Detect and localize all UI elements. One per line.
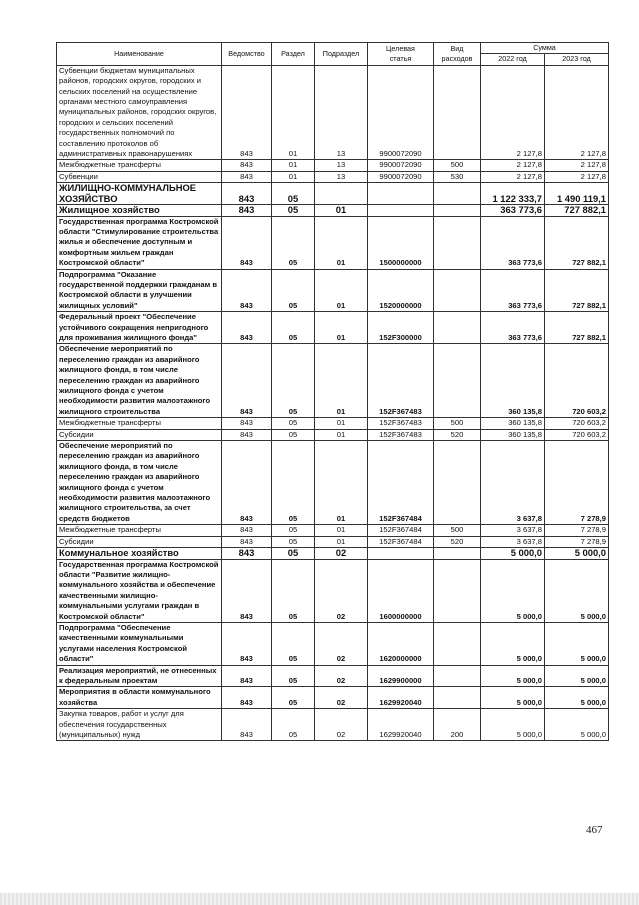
cell-sum-2022: 5 000,0	[481, 709, 545, 741]
table-row	[57, 622, 609, 665]
cell-department: 843	[222, 65, 272, 160]
cell-sum-2022: 3 637,8	[481, 441, 545, 525]
header-type-line2: расходов	[441, 53, 473, 63]
cell-section: 05	[272, 536, 315, 547]
cell-subsection: 02	[315, 687, 368, 709]
table-row	[57, 65, 609, 160]
cell-subsection: 01	[315, 269, 368, 312]
cell-target-article: 1520000000	[368, 269, 434, 312]
cell-name: Субсидии	[57, 536, 222, 547]
budget-table	[56, 42, 609, 741]
cell-department: 843	[222, 216, 272, 269]
table-row	[57, 665, 609, 687]
cell-department: 843	[222, 548, 272, 559]
cell-name: Подпрограмма "Оказание государственной поддержки гражданам в Костромской области в улучшении жилищных условий"	[57, 269, 222, 312]
cell-target-article: 152F367483	[368, 418, 434, 429]
cell-expense-type	[434, 216, 481, 269]
cell-department: 843	[222, 269, 272, 312]
cell-sum-2022: 5 000,0	[481, 559, 545, 622]
cell-name: Межбюджетные трансферты	[57, 160, 222, 171]
cell-subsection: 13	[315, 65, 368, 160]
cell-expense-type: 530	[434, 171, 481, 182]
cell-department: 843	[222, 709, 272, 741]
cell-expense-type	[434, 269, 481, 312]
header-target-line2: статья	[389, 53, 412, 63]
cell-sum-2023: 727 882,1	[545, 205, 609, 216]
cell-name: Закупка товаров, работ и услуг для обеспечения государственных (муниципальных) нужд	[57, 709, 222, 741]
cell-section: 05	[272, 269, 315, 312]
cell-sum-2022: 2 127,8	[481, 171, 545, 182]
cell-target-article: 152F367483	[368, 344, 434, 418]
header-name: Наименование	[57, 43, 222, 66]
cell-sum-2023: 727 882,1	[545, 269, 609, 312]
cell-sum-2022: 5 000,0	[481, 687, 545, 709]
cell-name: Обеспечение мероприятий по переселению граждан из аварийного жилищного фонда, в том числе переселению граждан из аварийного жилищного фонда с учетом необходимости развития малоэтажного жилищного строительства, за счет средств бюджетов	[57, 441, 222, 525]
table-row	[57, 687, 609, 709]
cell-section: 05	[272, 622, 315, 665]
cell-sum-2022: 2 127,8	[481, 65, 545, 160]
cell-sum-2023: 5 000,0	[545, 622, 609, 665]
cell-subsection: 01	[315, 429, 368, 440]
cell-sum-2023: 720 603,2	[545, 344, 609, 418]
cell-target-article: 1600000000	[368, 559, 434, 622]
cell-sum-2022: 360 135,8	[481, 418, 545, 429]
table-row	[57, 171, 609, 182]
table-body	[57, 65, 609, 741]
cell-expense-type	[434, 183, 481, 205]
header-year-2023: 2023 год	[545, 54, 609, 65]
cell-sum-2022: 2 127,8	[481, 160, 545, 171]
cell-sum-2023: 5 000,0	[545, 665, 609, 687]
cell-expense-type	[434, 559, 481, 622]
cell-section: 05	[272, 559, 315, 622]
cell-department: 843	[222, 312, 272, 344]
cell-subsection: 02	[315, 559, 368, 622]
cell-expense-type: 200	[434, 709, 481, 741]
cell-target-article: 9900072090	[368, 65, 434, 160]
table-row	[57, 216, 609, 269]
cell-section: 01	[272, 65, 315, 160]
cell-expense-type	[434, 344, 481, 418]
table-row	[57, 205, 609, 216]
cell-sum-2022: 363 773,6	[481, 216, 545, 269]
cell-target-article: 152F300000	[368, 312, 434, 344]
cell-sum-2023: 7 278,9	[545, 441, 609, 525]
cell-sum-2022: 363 773,6	[481, 269, 545, 312]
cell-department: 843	[222, 183, 272, 205]
cell-subsection: 13	[315, 171, 368, 182]
cell-section: 05	[272, 205, 315, 216]
cell-name: Межбюджетные трансферты	[57, 418, 222, 429]
cell-name: ЖИЛИЩНО-КОММУНАЛЬНОЕ ХОЗЯЙСТВО	[57, 183, 222, 205]
cell-expense-type	[434, 665, 481, 687]
cell-target-article: 9900072090	[368, 160, 434, 171]
header-expense-type	[434, 43, 481, 66]
cell-subsection: 13	[315, 160, 368, 171]
header-target-article	[368, 43, 434, 66]
cell-sum-2023: 7 278,9	[545, 525, 609, 536]
cell-sum-2023: 727 882,1	[545, 312, 609, 344]
cell-sum-2023: 5 000,0	[545, 548, 609, 559]
cell-target-article: 152F367484	[368, 525, 434, 536]
cell-subsection: 01	[315, 205, 368, 216]
table-row	[57, 536, 609, 547]
cell-sum-2023: 5 000,0	[545, 687, 609, 709]
cell-subsection: 01	[315, 525, 368, 536]
table-row	[57, 525, 609, 536]
cell-target-article: 1629920040	[368, 709, 434, 741]
cell-name: Мероприятия в области коммунального хозяйства	[57, 687, 222, 709]
cell-department: 843	[222, 536, 272, 547]
cell-expense-type	[434, 687, 481, 709]
cell-subsection: 01	[315, 418, 368, 429]
page-number: 467	[586, 824, 603, 836]
cell-expense-type: 520	[434, 429, 481, 440]
cell-subsection: 01	[315, 312, 368, 344]
cell-name: Субвенции	[57, 171, 222, 182]
cell-target-article: 152F367484	[368, 441, 434, 525]
cell-expense-type: 500	[434, 418, 481, 429]
table-row	[57, 344, 609, 418]
cell-name: Субвенции бюджетам муниципальных районов, городских округов, городских и сельских поселений на осуществление органами местного самоуправления муниципальных районов, городских округов, городских и сельских поселений государственных полномочий по составлению протоколов об административных правонарушениях	[57, 65, 222, 160]
cell-section: 05	[272, 183, 315, 205]
cell-expense-type	[434, 312, 481, 344]
cell-subsection: 01	[315, 216, 368, 269]
cell-department: 843	[222, 418, 272, 429]
cell-expense-type	[434, 65, 481, 160]
header-department: Ведомство	[222, 43, 272, 66]
cell-target-article	[368, 548, 434, 559]
cell-sum-2023: 2 127,8	[545, 65, 609, 160]
cell-sum-2023: 720 603,2	[545, 429, 609, 440]
cell-name: Межбюджетные трансферты	[57, 525, 222, 536]
cell-sum-2022: 5 000,0	[481, 548, 545, 559]
cell-name: Федеральный проект "Обеспечение устойчивого сокращения непригодного для проживания жилищного фонда"	[57, 312, 222, 344]
cell-section: 05	[272, 548, 315, 559]
cell-sum-2022: 5 000,0	[481, 665, 545, 687]
cell-expense-type	[434, 548, 481, 559]
cell-section: 05	[272, 525, 315, 536]
cell-sum-2023: 720 603,2	[545, 418, 609, 429]
cell-section: 05	[272, 418, 315, 429]
cell-section: 05	[272, 687, 315, 709]
cell-sum-2023: 1 490 119,1	[545, 183, 609, 205]
cell-sum-2023: 5 000,0	[545, 559, 609, 622]
cell-target-article: 9900072090	[368, 171, 434, 182]
cell-target-article: 1500000000	[368, 216, 434, 269]
cell-department: 843	[222, 559, 272, 622]
table-row	[57, 429, 609, 440]
cell-subsection: 02	[315, 548, 368, 559]
cell-target-article	[368, 205, 434, 216]
cell-section: 05	[272, 709, 315, 741]
cell-name: Государственная программа Костромской области "Стимулирование строительства жилья и обеспечение доступным и комфортным жильем граждан Костромской области"	[57, 216, 222, 269]
cell-expense-type: 500	[434, 160, 481, 171]
header-target-line1: Целевая	[386, 43, 415, 53]
cell-target-article: 1629920040	[368, 687, 434, 709]
cell-subsection: 01	[315, 536, 368, 547]
table-row	[57, 418, 609, 429]
cell-sum-2023: 2 127,8	[545, 160, 609, 171]
header-section: Раздел	[272, 43, 315, 66]
cell-department: 843	[222, 429, 272, 440]
cell-name: Жилищное хозяйство	[57, 205, 222, 216]
cell-sum-2022: 363 773,6	[481, 205, 545, 216]
table-row	[57, 548, 609, 559]
table-row	[57, 160, 609, 171]
cell-department: 843	[222, 160, 272, 171]
table-row	[57, 441, 609, 525]
cell-section: 05	[272, 312, 315, 344]
cell-section: 01	[272, 160, 315, 171]
cell-expense-type: 520	[434, 536, 481, 547]
cell-sum-2022: 1 122 333,7	[481, 183, 545, 205]
cell-name: Государственная программа Костромской области "Развитие жилищно-коммунального хозяйства и обеспечение качественными жилищно-коммунальными услугами граждан в Костромской области"	[57, 559, 222, 622]
table-row	[57, 709, 609, 741]
cell-name: Реализация мероприятий, не отнесенных к федеральным проектам	[57, 665, 222, 687]
cell-target-article: 152F367484	[368, 536, 434, 547]
cell-sum-2022: 3 637,8	[481, 525, 545, 536]
table-row	[57, 312, 609, 344]
cell-target-article: 152F367483	[368, 429, 434, 440]
cell-department: 843	[222, 344, 272, 418]
cell-name: Субсидии	[57, 429, 222, 440]
cell-sum-2022: 363 773,6	[481, 312, 545, 344]
cell-subsection: 02	[315, 622, 368, 665]
cell-sum-2023: 7 278,9	[545, 536, 609, 547]
cell-name: Обеспечение мероприятий по переселению граждан из аварийного жилищного фонда, в том числе переселению граждан из аварийного жилищного фонда с учетом необходимости развития малоэтажного жилищного строительства	[57, 344, 222, 418]
cell-section: 05	[272, 429, 315, 440]
header-type-line1: Вид	[450, 43, 464, 53]
cell-department: 843	[222, 687, 272, 709]
cell-department: 843	[222, 665, 272, 687]
cell-department: 843	[222, 171, 272, 182]
cell-department: 843	[222, 441, 272, 525]
cell-name: Коммунальное хозяйство	[57, 548, 222, 559]
cell-sum-2022: 3 637,8	[481, 536, 545, 547]
cell-target-article	[368, 183, 434, 205]
table-row	[57, 183, 609, 205]
cell-section: 01	[272, 171, 315, 182]
header-year-2022: 2022 год	[481, 54, 545, 65]
cell-sum-2022: 360 135,8	[481, 344, 545, 418]
cell-target-article: 1629900000	[368, 665, 434, 687]
cell-subsection: 02	[315, 709, 368, 741]
cell-department: 843	[222, 622, 272, 665]
table-header	[57, 43, 609, 66]
cell-sum-2022: 360 135,8	[481, 429, 545, 440]
cell-subsection: 01	[315, 441, 368, 525]
table-row	[57, 269, 609, 312]
cell-subsection: 01	[315, 344, 368, 418]
cell-sum-2023: 727 882,1	[545, 216, 609, 269]
table-row	[57, 559, 609, 622]
cell-department: 843	[222, 205, 272, 216]
cell-subsection: 02	[315, 665, 368, 687]
header-subsection: Подраздел	[315, 43, 368, 66]
scan-edge	[0, 893, 639, 905]
cell-section: 05	[272, 344, 315, 418]
cell-section: 05	[272, 441, 315, 525]
cell-section: 05	[272, 216, 315, 269]
cell-expense-type	[434, 622, 481, 665]
cell-expense-type	[434, 441, 481, 525]
cell-subsection	[315, 183, 368, 205]
cell-sum-2022: 5 000,0	[481, 622, 545, 665]
header-sum: Сумма	[481, 43, 609, 54]
cell-department: 843	[222, 525, 272, 536]
cell-expense-type	[434, 205, 481, 216]
cell-section: 05	[272, 665, 315, 687]
cell-name: Подпрограмма "Обеспечение качественными коммунальными услугами населения Костромской области"	[57, 622, 222, 665]
cell-expense-type: 500	[434, 525, 481, 536]
cell-sum-2023: 5 000,0	[545, 709, 609, 741]
cell-target-article: 1620000000	[368, 622, 434, 665]
cell-sum-2023: 2 127,8	[545, 171, 609, 182]
